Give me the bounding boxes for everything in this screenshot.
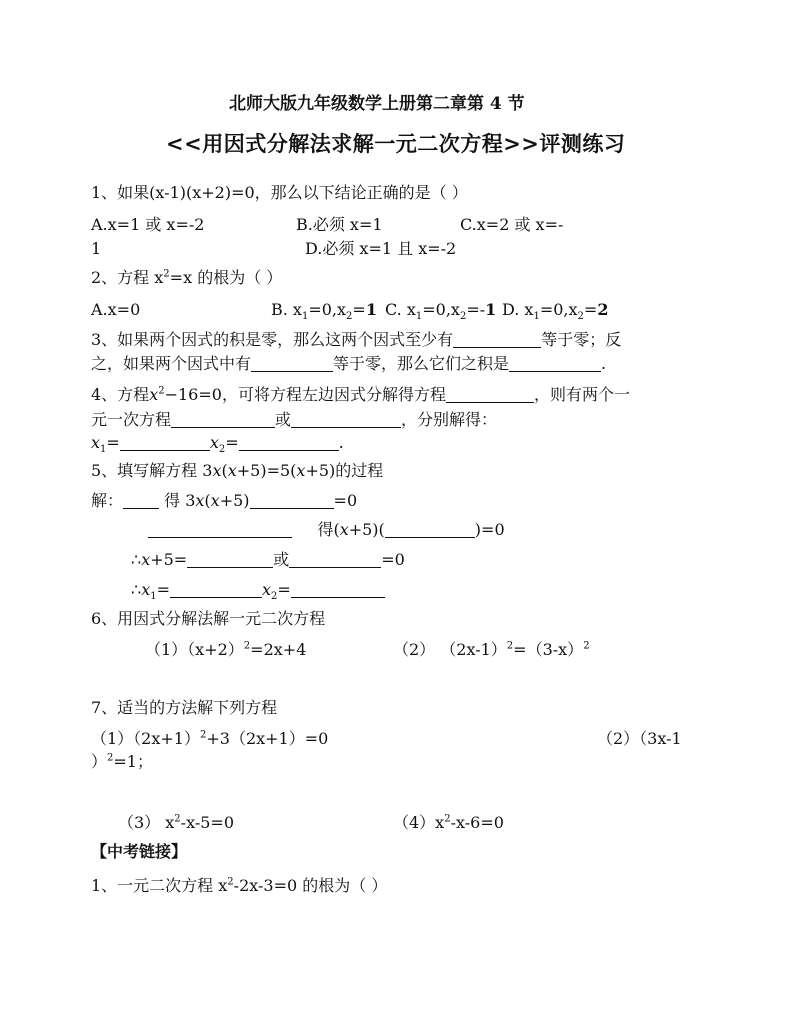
q4-blank-x1[interactable]	[120, 434, 210, 451]
q5-blank-6[interactable]	[289, 551, 381, 568]
q5-blank-x2[interactable]	[291, 581, 385, 598]
q5-blank-x1[interactable]	[170, 581, 262, 598]
q5-solution-line4: $\therefore x_1= x_2=$	[131, 579, 385, 601]
q6-part-2: （2） $(2x-1)^2=(3-x)^2$	[393, 640, 590, 659]
exam-link-heading: 【中考链接】	[91, 842, 188, 861]
q5-blank-2[interactable]	[250, 492, 334, 509]
q6-stem: 6、用因式分解法解一元二次方程	[91, 609, 326, 628]
q5-blank-5[interactable]	[187, 551, 273, 568]
doc-header: 北师大版九年级数学上册第二章第 4 节	[229, 94, 525, 114]
q6-part-1: $(1)(x+2)^2=2x+4$	[145, 640, 307, 659]
q5-solution-line1: 解： 得 3x(x+5) =0	[91, 491, 358, 510]
q4-blank-1[interactable]	[446, 386, 534, 403]
q5-solution-line3: ∴x+5= 或 =0	[131, 550, 405, 569]
q1-option-a: A.x=1 或 x=-2	[91, 215, 205, 234]
exam-link-q1: 1、一元二次方程 $x^2-2x-3=0$ 的根为（ ）	[91, 876, 388, 895]
q5-blank-4[interactable]	[385, 521, 475, 538]
q7-stem: 7、适当的方法解下列方程	[91, 698, 278, 717]
q4-line3: $x_1= x_2=$ .	[91, 433, 344, 456]
q3-blank-2[interactable]	[251, 355, 333, 372]
q7-part-2-wrap: ）$^2$=1；	[91, 752, 153, 771]
q7-part-2: （2）（3x-1	[597, 729, 682, 748]
q1-option-c-wrap: 1	[91, 239, 102, 258]
q1-option-d: D.必须 x=1 且 x=-2	[305, 239, 457, 258]
q7-part-3: （3） $x^2-x-5=0$	[118, 813, 234, 832]
q5-stem: 5、填写解方程 3x(x+5)=5(x+5)的过程	[91, 461, 384, 480]
q4-blank-3[interactable]	[291, 411, 401, 428]
q3-blank-1[interactable]	[453, 331, 541, 348]
q3-line2: 之，如果两个因式中有 等于零，那么它们之积是 .	[91, 354, 607, 373]
q7-part-4: $(4)x^2-x-6=0$	[393, 813, 504, 832]
q4-line1: 4、方程$x^2-16=0$，可将方程左边因式分解得方程 ，则有两个一	[91, 385, 630, 404]
q3-line1: 3、如果两个因式的积是零，那么这两个因式至少有 等于零；反	[91, 330, 622, 349]
q2-option-a: A.x=0	[91, 300, 141, 319]
q4-blank-2[interactable]	[171, 411, 275, 428]
q7-part-1: $(1)(2x+1)^2+3(2x+1)=0$	[91, 729, 329, 748]
q3-blank-3[interactable]	[509, 355, 601, 372]
q1-option-c: C.x=2 或 x=-	[460, 215, 564, 234]
q5-blank-1[interactable]	[123, 492, 159, 509]
q4-blank-x2[interactable]	[239, 434, 339, 451]
doc-title: <<用因式分解法求解一元二次方程>>评测练习	[166, 131, 626, 156]
q2-option-c: C. $x_1=0,x_2=-1$	[385, 300, 497, 323]
q5-blank-3[interactable]	[148, 521, 292, 538]
q2-stem: 2、方程 $x^2=x$ 的根为（ ）	[91, 268, 283, 287]
q2-option-d: D. $x_1=0,x_2=2$	[502, 300, 609, 323]
q5-solution-line2: 得(x+5)( )=0	[148, 519, 505, 541]
q1-option-b: B.必须 x=1	[296, 215, 383, 234]
q1-stem: 1、如果(x-1)(x+2)=0，那么以下结论正确的是（ ）	[91, 183, 468, 202]
q4-line2: 元一次方程 或 ，分别解得：	[91, 410, 498, 429]
q2-option-b: B. $x_1=0,x_2=1$	[271, 300, 377, 323]
